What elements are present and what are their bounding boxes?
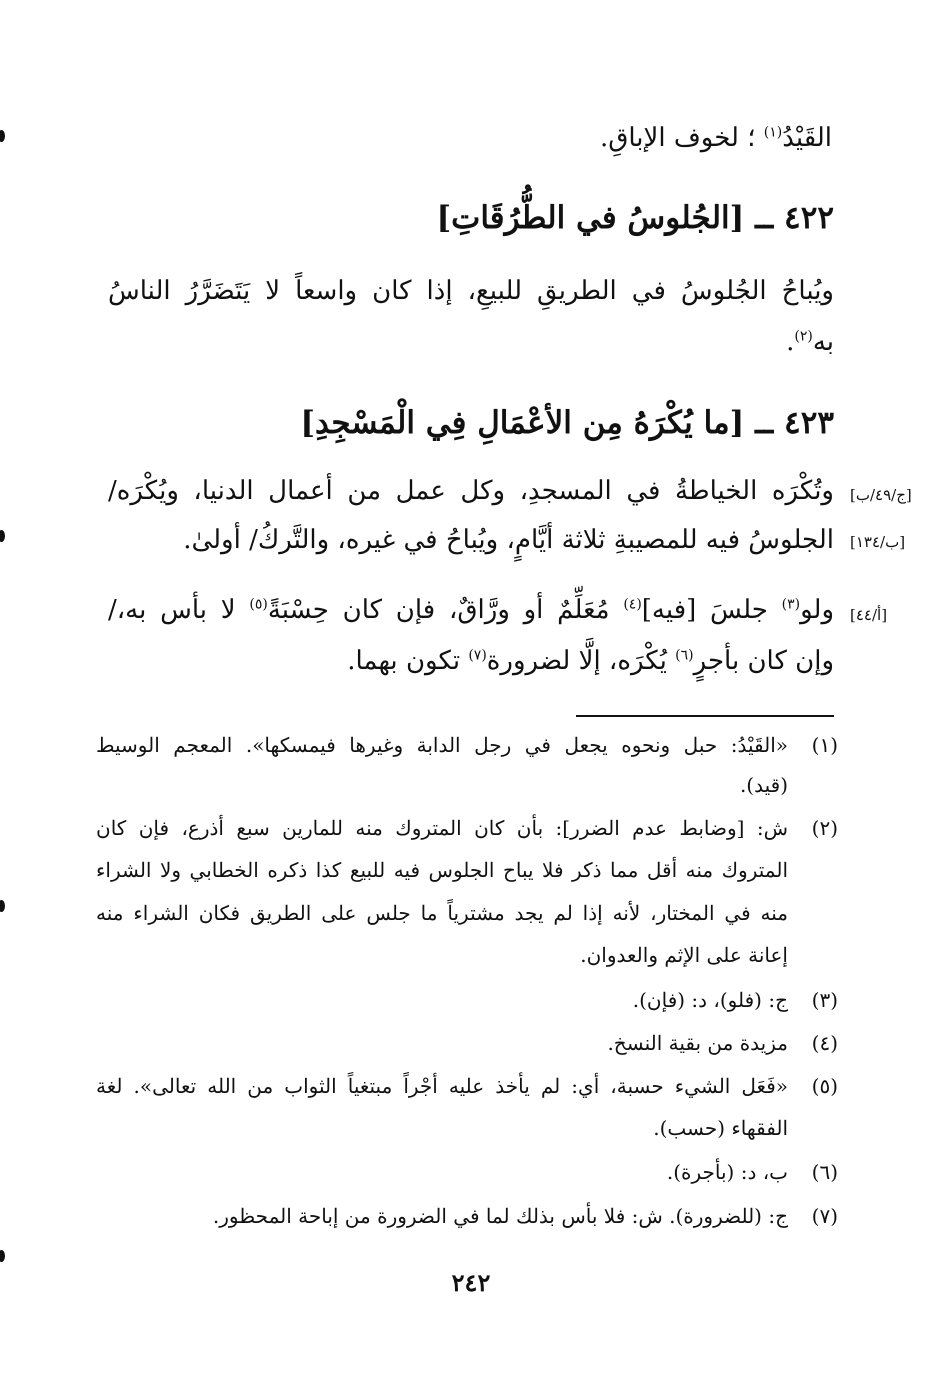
text-run: لا بأس به،/ [108,595,236,625]
footnote-ref: (١) [763,124,783,141]
footnote-number: (٢) [811,816,838,840]
text-run [755,123,763,153]
footnote-line: إعانة على الإثم والعدوان. [580,943,788,967]
paragraph-3-line-1 [108,595,834,625]
footnote-separator [576,715,834,717]
page-number: ٢٤٢ [451,1268,491,1297]
footnote-number: (٣) [811,988,838,1012]
footnote-line: (قيد). [739,773,788,797]
manuscript-margin-ref: [ب/١٣٤] [850,533,906,551]
text-run: تكون بهما. [347,646,461,676]
footnote-number: (٧) [811,1204,838,1228]
paragraph-3-line-2 [347,646,834,676]
footnote-ref: (٢) [794,328,813,345]
footnote-ref: (٣) [781,596,801,613]
paragraph-422-line-1: ويُباحُ الجُلوسُ في الطريقِ للبيعِ، إذا كان واسعاً لا يَتَضَرَّرُ الناسُ [108,276,834,306]
paragraph-423-line-2: الجلوسُ فيه للمصيبةِ ثلاثة أيَّامٍ، ويُباحُ في غيره، والتَّركُ/ أولىٰ. [183,525,834,555]
footnote-line: ش: [وضابط عدم الضرر]: بأن كان المتروك منه للمارين سبع أذرع، فإن كان [96,816,788,840]
footnote-line: مزيدة من بقية النسخ. [607,1031,788,1055]
footnote-line: ج: (فلو)، د: (فإن). [632,988,788,1012]
edge-mark [0,900,5,912]
footnote-ref: (٥) [249,596,268,613]
text-run: مُعَلِّمٌ أو ورَّاقٌ، فإن كان حِسْبَةً [267,595,610,625]
edge-mark [0,530,5,542]
section-heading-422: ٤٢٢ ــ [الجُلوسُ في الطُّرُقَاتِ] [436,200,834,236]
footnote-line: الفقهاء (حسب). [653,1116,788,1140]
text-run: وإن كان بأجرٍ [693,646,834,676]
edge-mark [0,130,5,142]
footnote-number: (٥) [811,1074,838,1098]
footnote-line: المتروك منه أقل مما ذكر فلا يباح الجلوس فيه للبيع كذا ذكره الخطابي ولا الشراء [96,858,788,882]
section-heading-423: ٤٢٣ ــ [ما يُكْرَهُ مِن الأعْمَالِ فِي الْمَسْجِدِ] [300,405,834,441]
manuscript-margin-ref: [أ/٤٤] [850,606,888,624]
footnote-ref: (٤) [623,596,642,613]
text-run: ؛ لخوف الإباقِ. [599,123,756,153]
footnote-number: (١) [811,733,838,757]
opening-line [600,123,832,153]
footnote-line: «فَعَل الشيء حسبة، أي: لم يأخذ عليه أجْراً مبتغياً الثواب من الله تعالى». لغة [96,1074,788,1098]
text-run: . [786,327,795,357]
text-run: ولو [800,595,835,625]
footnote-ref: (٧) [468,647,487,664]
footnote-line: ب، د: (بأجرة). [666,1160,788,1184]
footnote-line: «القَيْدُ: حبل ونحوه يجعل في رجل الدابة وغيرها فيمسكها». المعجم الوسيط [96,733,789,757]
text-run: القَيْدُ [782,123,832,153]
footnote-number: (٦) [811,1160,838,1184]
footnote-ref: (٦) [675,647,694,664]
text-run: يُكْرَه، إلَّا لضرورة [486,646,667,676]
text-run: جلسَ [فيه] [641,595,768,625]
edge-mark [0,1250,5,1262]
footnote-line: منه في المختار، لأنه إذا لم يجد مشترياً ما جلس على الطريق فكان الشراء منه [96,901,788,925]
paragraph-422-line-2 [786,327,834,357]
manuscript-margin-ref: [ج/٤٩/ب] [850,486,912,504]
text-run: به [812,327,834,357]
footnote-number: (٤) [811,1031,838,1055]
paragraph-423-line-1: وتُكْرَه الخياطةُ في المسجدِ، وكل عمل من أعمال الدنيا، ويُكْرَه/ [108,476,834,506]
footnote-line: ج: (للضرورة). ش: فلا بأس بذلك لما في الضرورة من إباحة المحظور. [212,1204,788,1228]
